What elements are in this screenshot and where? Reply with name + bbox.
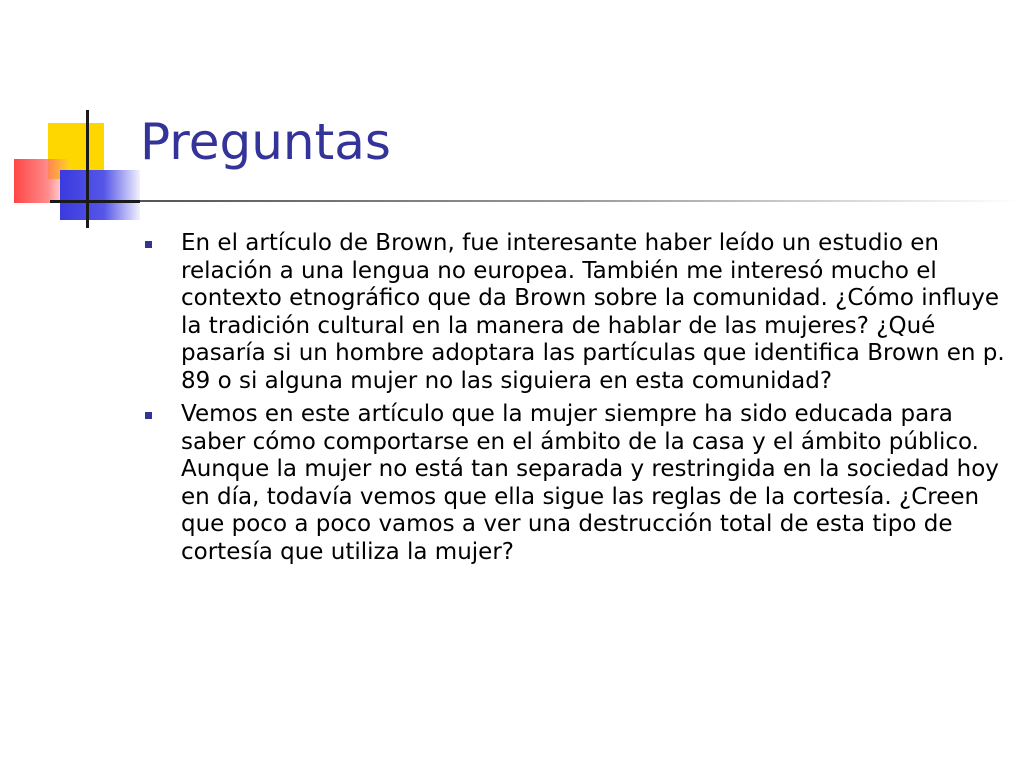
bullet-item: [145, 230, 1010, 395]
slide-title: Preguntas: [140, 113, 391, 171]
bullet-text: En el artículo de Brown, fue interesante haber leído un estudio en relación a una lengua no europea. También me interesó mucho el contexto etnográfico que da Brown sobre la comunidad. ¿Cómo influye la tradición cultural en la manera de hablar de las mujeres? ¿Qué pasaría si un hombre adoptara las partículas que identifica Brown en p. 89 o si alguna mujer no las siguiera en esta comunidad?: [181, 230, 1005, 394]
bullet-list: [145, 230, 1010, 572]
square-bullet-icon: [145, 412, 152, 419]
horizontal-line: [50, 200, 140, 203]
bullet-item: [145, 401, 1010, 566]
vertical-line: [86, 110, 89, 228]
square-bullet-icon: [145, 241, 152, 248]
bullet-text: Vemos en este artículo que la mujer siempre ha sido educada para saber cómo comportarse en el ámbito de la casa y el ámbito público. Aunque la mujer no está tan separada y restringida en la sociedad hoy en día, todavía vemos que ella sigue las reglas de la cortesía. ¿Creen que poco a poco vamos a ver una destrucción total de esta tipo de cortesía que utiliza la mujer?: [181, 401, 999, 565]
title-divider: [140, 200, 1020, 202]
decorative-squares-logo: [0, 0, 140, 240]
blue-square: [60, 170, 140, 220]
